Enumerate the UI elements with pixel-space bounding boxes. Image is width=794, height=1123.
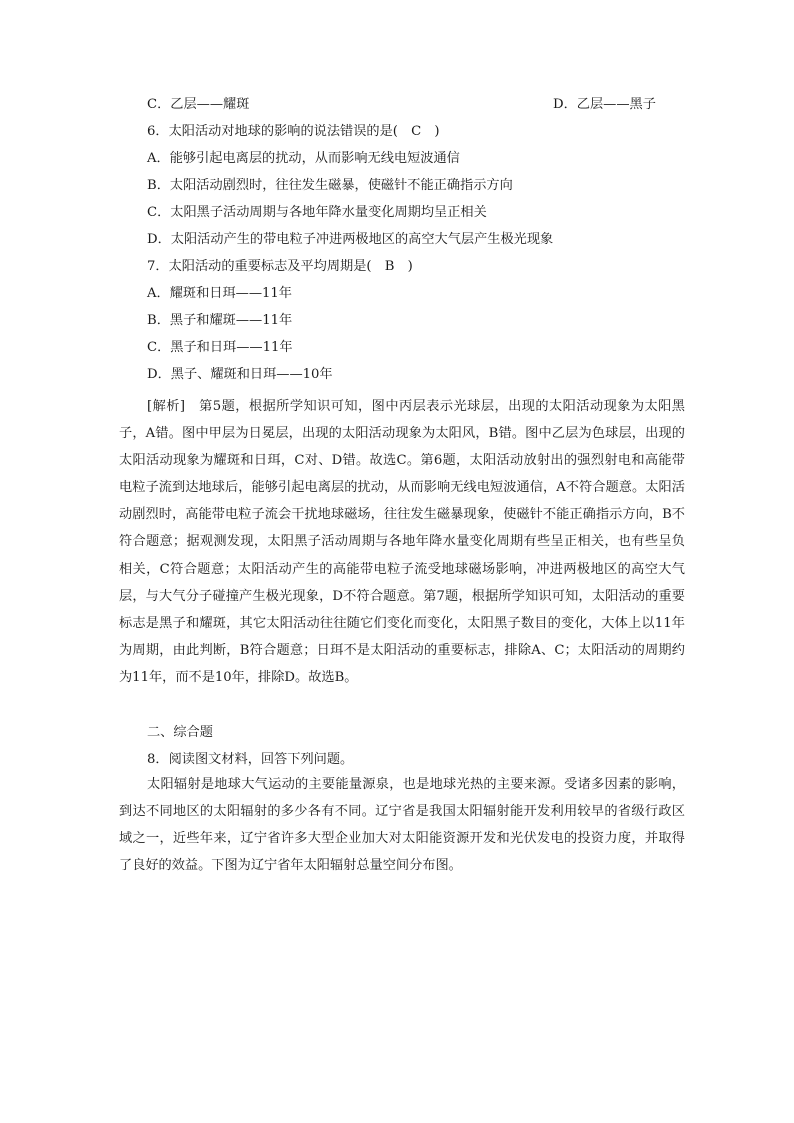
q7-option-b: B．黑子和耀斑——11年 xyxy=(147,313,293,328)
q7-option-a: A．耀斑和日珥——11年 xyxy=(147,286,292,301)
analysis-label: [解析] xyxy=(147,399,186,414)
q7-option-d: D．黑子、耀斑和日珥——10年 xyxy=(147,367,333,382)
q8-material-paragraph: 太阳辐射是地球大气运动的主要能量源泉，也是地球光热的主要来源。受诸多因素的影响，到达不同地区的太阳辐射的多少各有不同。辽宁省是我国太阳辐射能开发利用较早的省级行政区域之一，近些年来，辽宁省许多大型企业加大对太阳能资源开发和光伏发电的投资力度，并取得了良好的效益。下图为辽宁省年太阳辐射总量空间分布图。 xyxy=(119,777,685,874)
question-5-options-row xyxy=(147,95,717,115)
q6-option-c: C．太阳黑子活动周期与各地年降水量变化周期均呈正相关 xyxy=(147,205,487,220)
question-8-stem: 8．阅读图文材料，回答下列问题。 xyxy=(147,752,354,767)
q7-option-c: C．黑子和日珥——11年 xyxy=(147,340,293,355)
q5-option-d: D．乙层——黑子 xyxy=(553,97,656,112)
analysis-text: 第5题，根据所学知识可知，图中丙层表示光球层，出现的太阳活动现象为太阳黑子，A错。图中甲层为日冕层，出现的太阳活动现象为太阳风，B错。图中乙层为色球层，出现的太阳活动现象为耀斑和日珥，C对、D错。故选C。第6题，太阳活动放射出的强烈射电和高能带电粒子流到达地球后，能够引起电离层的扰动，从而影响无线电短波通信，A不符合题意。太阳活动剧烈时，高能带电粒子流会干扰地球磁场，往往发生磁暴现象，使磁针不能正确指示方向，B不符合题意；据观测发现，太阳黑子活动周期与各地年降水量变化周期有些呈正相关，也有些呈负相关，C符合题意；太阳活动产生的高能带电粒子流受地球磁场影响，冲进两极地区的高空大气层，与大气分子碰撞产生极光现象，D不符合题意。第7题，根据所学知识可知，太阳活动的重要标志是黑子和耀斑，其它太阳活动往往随它们变化而变化，太阳黑子数目的变化，大体上以11年为周期，由此判断，B符合题意；日珥不是太阳活动的重要标志，排除A、C；太阳活动的周期约为11年，而不是10年，排除D。故选B。 xyxy=(119,399,685,685)
analysis-paragraph xyxy=(119,393,685,691)
question-7-stem: 7．太阳活动的重要标志及平均周期是( B ) xyxy=(147,259,413,274)
q6-option-d: D．太阳活动产生的带电粒子冲进两极地区的高空大气层产生极光现象 xyxy=(147,232,554,247)
q6-option-a: A．能够引起电离层的扰动，从而影响无线电短波通信 xyxy=(147,151,460,166)
q5-option-c: C．乙层——耀斑 xyxy=(147,97,250,112)
question-6-stem: 6．太阳活动对地球的影响的说法错误的是( C ) xyxy=(147,124,440,139)
q6-option-b: B．太阳活动剧烈时，往往发生磁暴，使磁针不能正确指示方向 xyxy=(147,178,513,193)
section-heading: 二、综合题 xyxy=(147,725,213,740)
